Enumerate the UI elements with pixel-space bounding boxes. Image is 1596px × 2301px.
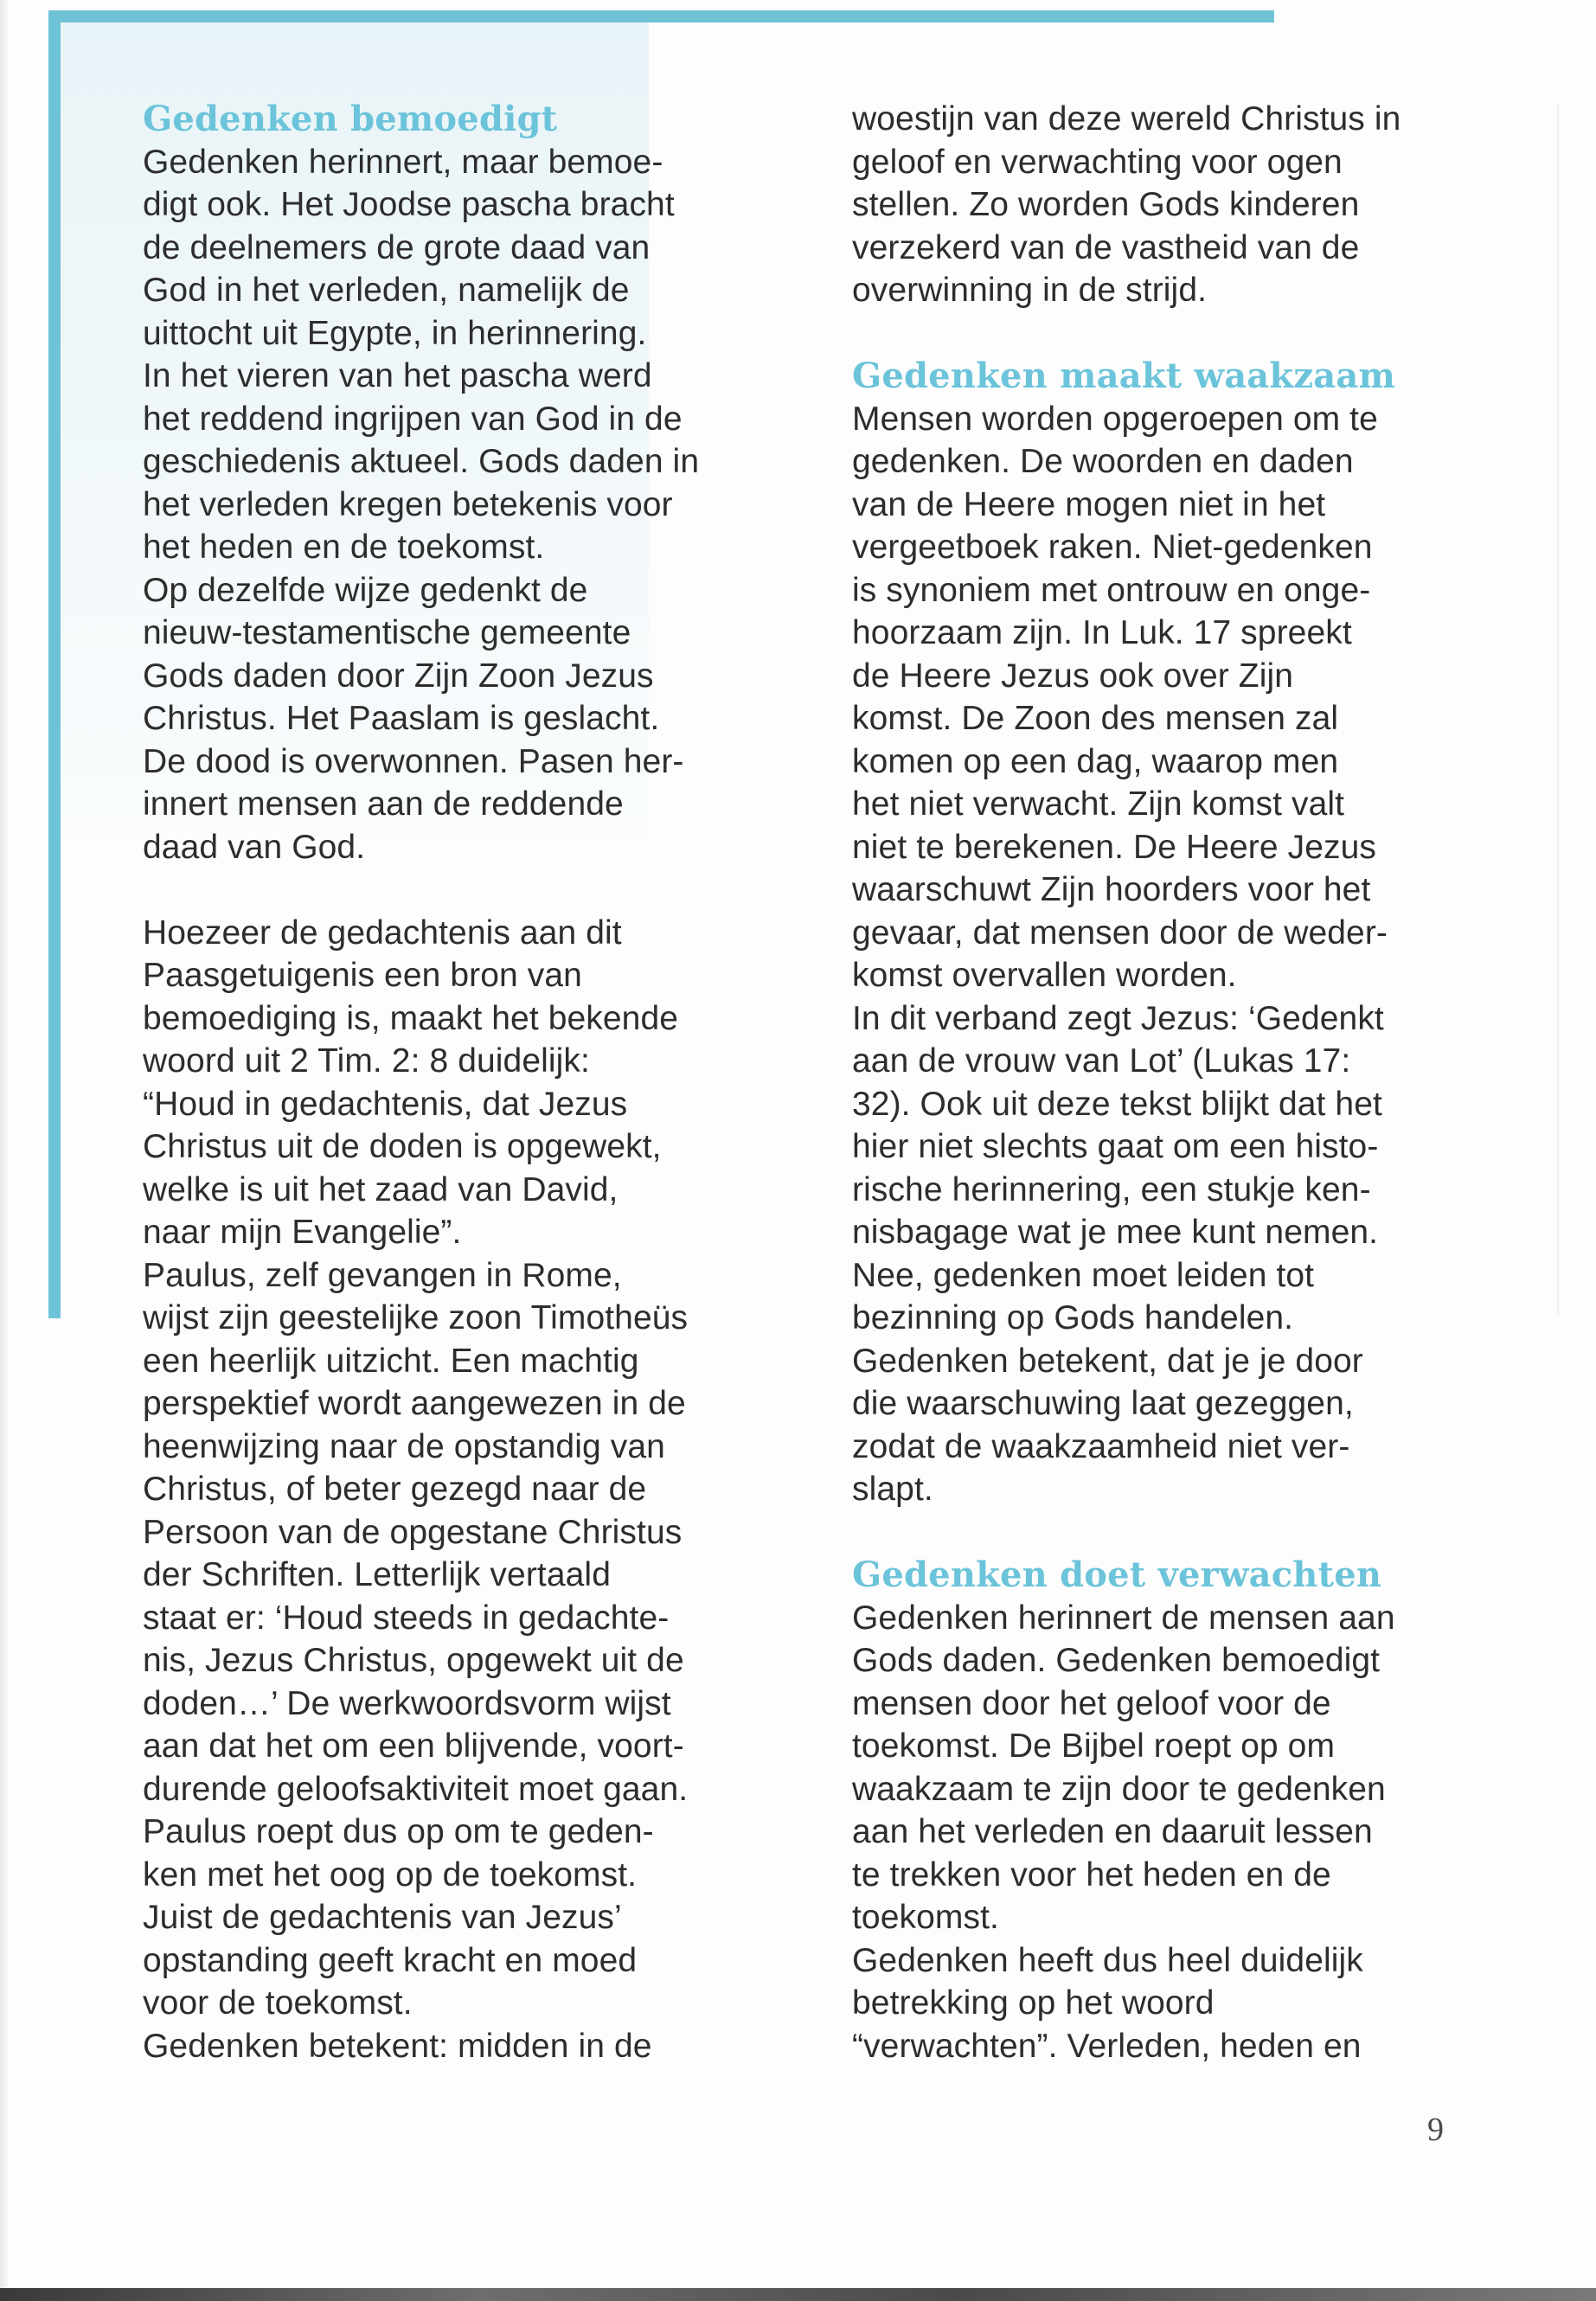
right-column-edge-shadow xyxy=(1557,104,1559,1315)
frame-top-bar xyxy=(48,10,1274,22)
page-left-edge xyxy=(0,0,8,2301)
frame-left-bar xyxy=(48,10,61,1318)
paragraph-spacer xyxy=(852,312,1488,356)
paragraph-spacer xyxy=(143,868,787,912)
heading-gedenken-bemoedigt: Gedenken bemoedigt xyxy=(143,99,558,139)
paragraph: Gedenken herinnert de mensen aan Gods daden. Gedenken bemoedigt mensen door het geloof voor de toekomst. De Bijbel roept op om waakzaam te zijn door te gedenken aan het verleden en daaruit lessen te trekken voor het heden en de toekomst. xyxy=(852,1599,1395,1936)
paragraph-spacer xyxy=(852,1511,1488,1554)
right-column xyxy=(852,98,1488,2067)
paragraph: In dit verband zegt Jezus: ‘Gedenkt aan de vrouw van Lot’ (Lukas 17: 32). Ook uit deze tekst blijkt dat het hier niet slechts gaat om een histo- rische herinnering, een stukje ken- nisbagage wat je mee kunt nemen. Nee, gedenken moet leiden tot bezinning op Gods handelen. Gedenken betekent, dat je je door die waarschuwing laat gezeggen, zodat de waakzaamheid niet ver- slapt. xyxy=(852,999,1384,1508)
paragraph: Hoezeer de gedachtenis aan dit Paasgetuigenis een bron van bemoediging is, maakt het bekende woord uit 2 Tim. 2: 8 duidelijk: “Houd in gedachtenis, dat Jezus Christus uit de doden is opgewekt, welke is uit het zaad van David, naar mijn Evangelie”. xyxy=(143,913,679,1251)
heading-gedenken-maakt-waakzaam: Gedenken maakt waakzaam xyxy=(852,356,1396,396)
scan-bottom-edge xyxy=(0,2288,1596,2301)
paragraph: Gedenken betekent: midden in de xyxy=(143,2027,652,2065)
page-number: 9 xyxy=(1427,2112,1444,2148)
paragraph: Paulus, zelf gevangen in Rome, wijst zijn geestelijke zoon Timotheüs een heerlijk uitzicht. Een machtig perspektief wordt aangewezen in de heenwijzing naar de opstandig van Christus, of beter gezegd naar de Persoon van de opgestane Christus der Schriften. Letterlijk vertaald staat er: ‘Houd steeds in gedachte- nis, Jezus Christus, opgewekt uit de doden…’ De werkwoordsvorm wijst aan dat het om een blijvende, voort- durende geloofsaktiviteit moet gaan. Paulus roept dus op om te geden- ken met het oog op de toekomst. Juist de gedachtenis van Jezus’ opstanding geeft kracht en moed voor de toekomst. xyxy=(143,1256,689,2022)
paragraph: Gedenken herinnert, maar bemoe- digt ook. Het Joodse pascha bracht de deelnemers de grote daad van God in het verleden, namelijk de uittocht uit Egypte, in herinnering. In het vieren van het pascha werd het reddend ingrijpen van God in de geschiedenis aktueel. Gods daden in het verleden kregen betekenis voor het heden en de toekomst. xyxy=(143,143,700,566)
paragraph: Mensen worden opgeroepen om te gedenken. De woorden en daden van de Heere mogen niet in het vergeetboek raken. Niet-gedenken is synoniem met ontrouw en onge- hoorzaam zijn. In Luk. 17 spreekt de Heere Jezus ook over Zijn komst. De Zoon des mensen zal komen op een dag, waarop men het niet verwacht. Zijn komst valt niet te berekenen. De Heere Jezus waarschuwt Zijn hoorders voor het gevaar, dat mensen door de weder- komst overvallen worden. xyxy=(852,400,1388,994)
left-column xyxy=(143,98,787,2067)
paragraph: woestijn van deze wereld Christus in geloof en verwachting voor ogen stellen. Zo worden Gods kinderen verzekerd van de vastheid van de overwinning in de strijd. xyxy=(852,100,1401,309)
paragraph: Gedenken heeft dus heel duidelijk betrekking op het woord “verwachten”. Verleden, heden en xyxy=(852,1941,1363,2065)
heading-gedenken-doet-verwachten: Gedenken doet verwachten xyxy=(852,1554,1382,1595)
paragraph: Op dezelfde wijze gedenkt de nieuw-testamentische gemeente Gods daden door Zijn Zoon Jezus Christus. Het Paaslam is geslacht. De dood is overwonnen. Pasen her- innert mensen aan de reddende daad van God. xyxy=(143,571,684,866)
